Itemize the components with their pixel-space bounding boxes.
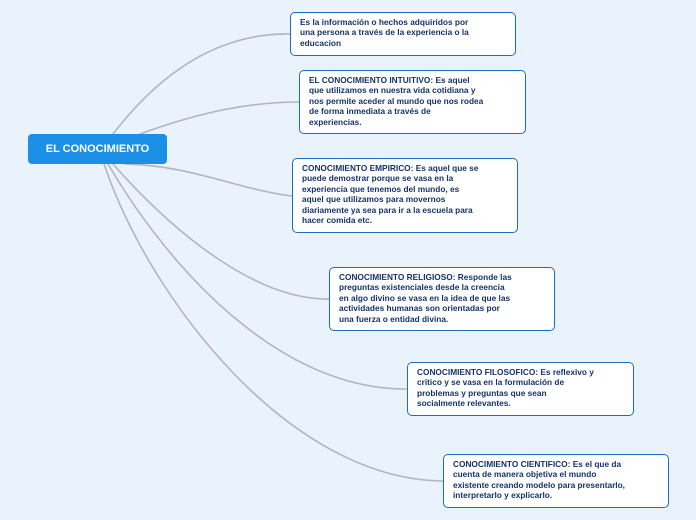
connector-line [113,34,290,134]
topic-conocimiento-cientifico[interactable]: CONOCIMIENTO CIENTIFICO: Es el que da cuenta de manera objetiva el mundo existente creando modelo para presentarlo, interpretarlo y explicarlo. [443,454,669,508]
topic-conocimiento-religioso[interactable]: CONOCIMIENTO RELIGIOSO: Responde las preguntas existenciales desde la creencia en algo divino se vasa en la idea de que las actividades humanas son orientadas por una fuerza o entidad divina. [329,267,555,331]
topic-conocimiento-filosofico[interactable]: CONOCIMIENTO FILOSOFICO: Es reflexivo y critico y se vasa en la formulación de problemas y preguntas que sean socialmente relevantes. [407,362,634,416]
connector-line [140,102,299,134]
topic-definition[interactable]: Es la información o hechos adquiridos por una persona a través de la experiencia o la educacion [290,12,516,56]
connector-line [125,164,292,196]
central-topic[interactable]: EL CONOCIMIENTO [28,134,167,164]
topic-conocimiento-intuitivo[interactable]: EL CONOCIMIENTO INTUITIVO: Es aquel que utilizamos en nuestra vida cotidiana y nos permite aceder al mundo que nos rodea de forma inmediata a través de experiencias. [299,70,526,134]
topic-conocimiento-empirico[interactable]: CONOCIMIENTO EMPIRICO: Es aquel que se puede demostrar porque se vasa en la experiencia que tenemos del mundo, es aquel que utilizamos para movernos diariamente ya sea para ir a la escuela para hacer comida etc. [292,158,518,233]
